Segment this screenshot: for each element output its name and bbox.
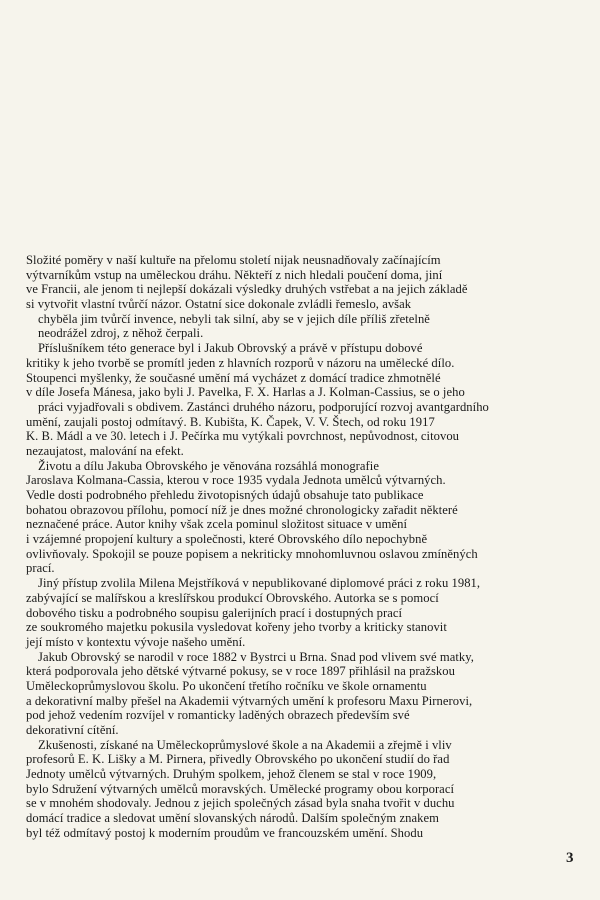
text-line: i vzájemné propojení kultury a společnosti, které Obrovského dílo nepochybně xyxy=(26,532,428,547)
paragraph xyxy=(26,738,586,841)
text-line: Životu a dílu Jakuba Obrovského je věnována rozsáhlá monografie xyxy=(38,458,379,473)
text-line: ve Francii, ale jenom ti nejlepší dokázali výsledky druhých vstřebat a na jejich základě xyxy=(26,282,468,297)
text-line: domácí tradice a sledovat umění slovanských národů. Dalším společným znakem xyxy=(26,811,439,826)
text-line: nezaujatost, malování na efekt. xyxy=(26,443,184,458)
text-line: profesorů E. K. Lišky a M. Pirnera, přivedly Obrovského po ukončení studií do řad xyxy=(26,752,450,767)
text-line: Jaroslava Kolmana-Cassia, kterou v roce 1935 vydala Jednota umělců výtvarných. xyxy=(26,473,446,488)
text-line: kritiky k jeho tvorbě se promítl jeden z hlavních rozporů v názoru na umělecké dílo. xyxy=(26,355,455,370)
text-line: Vedle dosti podrobného přehledu životopisných údajů obsahuje tato publikace xyxy=(26,488,424,502)
text-line: Uměleckoprůmyslovou školu. Po ukončení třetího ročníku ve škole ornamentu xyxy=(26,678,427,693)
text-line: neodrážel zdroj, z něhož čerpali. xyxy=(38,326,204,341)
page-number: 3 xyxy=(566,850,574,866)
text-line: která podporovala jeho dětské výtvarné pokusy, se v roce 1897 přihlásil na pražskou xyxy=(26,664,455,679)
text-line: ovlivňovaly. Spokojil se pouze popisem a nekriticky mnohomluvnou oslavou zmíněných xyxy=(26,546,478,561)
text-line: pod jehož vedením rozvíjel v romanticky laděných obrazech především své xyxy=(26,708,410,723)
text-line: neznačené práce. Autor knihy však zcela pominul složitost situace v umění xyxy=(26,517,407,532)
text-line: její místo v kontextu vývoje našeho umění. xyxy=(26,634,246,649)
body-text xyxy=(26,253,586,841)
text-line: Jakub Obrovský se narodil v roce 1882 v Bystrci u Brna. Snad pod vlivem své matky, xyxy=(38,649,474,664)
text-line: Jiný přístup zvolila Milena Mejstříková v nepublikované diplomové práci z roku 1981, xyxy=(38,576,481,591)
text-line: K. B. Mádl a ve 30. letech i J. Pečírka mu vytýkali povrchnost, nepůvodnost, citovou xyxy=(26,429,460,444)
text-line: Jednoty umělců výtvarných. Druhým spolkem, jehož členem se stal v roce 1909, xyxy=(26,767,437,782)
paragraph xyxy=(26,253,586,341)
text-line: Příslušníkem této generace byl i Jakub Obrovský a právě v přístupu dobové xyxy=(38,341,423,356)
text-line: prací. xyxy=(26,561,55,576)
text-line: byl též odmítavý postoj k moderním proudům ve francouzském umění. Shodu xyxy=(26,825,424,840)
paragraph xyxy=(26,341,586,459)
paragraph xyxy=(26,650,586,738)
text-line: dekorativní cítění. xyxy=(26,723,119,737)
text-line: dobového tisku a podrobného soupisu galerijních prací i dostupných prací xyxy=(26,605,403,620)
text-line: chyběla jim tvůrčí invence, nebyli tak silní, aby se v jejich díle příliš zřetelně xyxy=(38,311,430,326)
text-line: Zkušenosti, získané na Uměleckoprůmyslové škole a na Akademii a zřejmě i vliv xyxy=(38,737,452,752)
text-line: Stoupenci myšlenky, že současné umění má vycházet z domácí tradice zhmotnělé xyxy=(26,370,441,385)
text-line: a dekorativní malby přešel na Akademii výtvarných umění k profesoru Maxu Pirnerovi, xyxy=(26,693,473,708)
text-line: bylo Sdružení výtvarných umělců moravských. Umělecké programy obou korporací xyxy=(26,781,455,796)
text-line: práci vyjadřovali s obdivem. Zastánci druhého názoru, podporující rozvoj avantgardního xyxy=(38,399,489,414)
text-line: si vytvořit vlastní tvůrčí názor. Ostatní sice dokonale zvládli řemeslo, avšak xyxy=(26,297,412,312)
text-line: se v mnohém shodovaly. Jednou z jejich společných zásad byla snaha tvořit v duchu xyxy=(26,796,455,811)
text-line: zabývající se malířskou a kreslířskou produkcí Obrovského. Autorka se s pomocí xyxy=(26,590,439,605)
text-line: v díle Josefa Mánesa, jako byli J. Pavelka, F. X. Harlas a J. Kolman-Cassius, se o jeho xyxy=(26,385,465,400)
paragraph xyxy=(26,576,586,649)
text-line: Složité poměry v naší kultuře na přelomu století nijak neusnadňovaly začínajícím xyxy=(26,253,441,267)
text-line: bohatou obrazovou přílohu, pomocí níž je dnes možné chronologicky zařadit některé xyxy=(26,502,458,517)
paragraph xyxy=(26,459,586,577)
text-line: umění, zaujali postoj odmítavý. B. Kubišta, K. Čapek, V. V. Štech, od roku 1917 xyxy=(26,414,435,429)
text-line: ze soukromého majetku pokusila vysledovat kořeny jeho tvorby a kriticky stanovit xyxy=(26,620,447,635)
text-line: výtvarníkům vstup na uměleckou dráhu. Někteří z nich hledali poučení doma, jiní xyxy=(26,267,443,282)
